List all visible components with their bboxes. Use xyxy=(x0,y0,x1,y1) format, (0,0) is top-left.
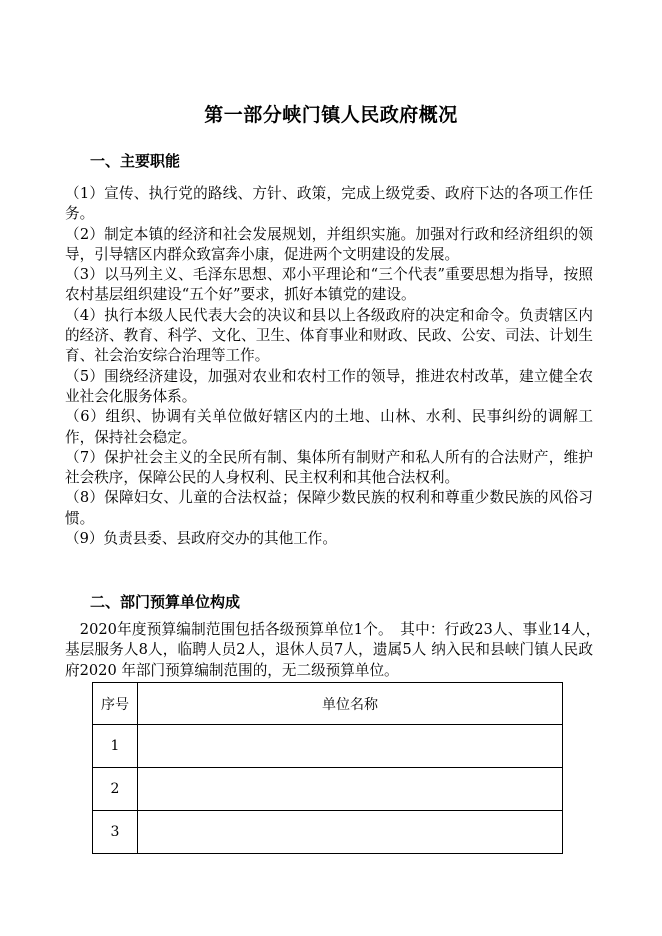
table-row xyxy=(93,768,563,811)
header-seq-no: 序号 xyxy=(93,683,138,725)
section-heading-main-functions: 一、主要职能 xyxy=(90,152,181,170)
table-row xyxy=(93,725,563,768)
function-item: （9）负责县委、县政府交办的其他工作。 xyxy=(65,530,337,548)
function-item: （7）保护社会主义的全民所有制、集体所有制财产和私人所有的合法财产，维护社会秩序，保障公民的人身权利、民主权利和其他合法权利。 xyxy=(65,448,593,487)
function-item: （3）以马列主义、毛泽东思想、邓小平理论和“三个代表”重要思想为指导，按照农村基层组织建设“五个好”要求，抓好本镇党的建设。 xyxy=(65,266,593,304)
row-seq-no: 3 xyxy=(93,811,138,854)
budget-units-text: 2020年度预算编制范围包括各级预算单位1个。 其中：行政23人、事业14人， 基层服务人8人，临聘人员2人，退休人员7人，遗属5人 纳入民和县峡门镇人民政府2020 年部门预算编制范围的，无二级预算单位。 xyxy=(65,621,608,679)
row-seq-no: 2 xyxy=(93,768,138,811)
row-seq-no: 1 xyxy=(93,725,138,768)
page-title: 第一部分峡门镇人民政府概况 xyxy=(204,104,458,126)
functions-list xyxy=(65,184,593,549)
section-heading-budget-units: 二、部门预算单位构成 xyxy=(90,593,241,611)
function-item: （2）制定本镇的经济和社会发展规划，并组织实施。加强对行政和经济组织的领导，引导辖区内群众致富奔小康，促进两个文明建设的发展。 xyxy=(65,225,593,263)
header-unit-name: 单位名称 xyxy=(138,683,563,725)
budget-units-paragraph xyxy=(65,620,608,681)
budget-units-table xyxy=(92,682,563,854)
row-unit-name xyxy=(138,768,563,811)
row-unit-name xyxy=(138,811,563,854)
function-item: （4）执行本级人民代表大会的决议和县以上各级政府的决定和命令。负责辖区内的经济、教育、科学、文化、卫生、体育事业和财政、民政、公安、司法、计划生育、社会治安综合治理等工作。 xyxy=(65,306,593,365)
function-item: （8）保障妇女、儿童的合法权益；保障少数民族的权利和尊重少数民族的风俗习惯。 xyxy=(65,489,593,527)
table-row xyxy=(93,811,563,854)
function-item: （5）围绕经济建设，加强对农业和农村工作的领导，推进农村改革，建立健全农业社会化服务体系。 xyxy=(65,367,593,405)
function-item: （1）宣传、执行党的路线、方针、政策，完成上级党委、政府下达的各项工作任务。 xyxy=(65,185,593,223)
function-item: （6）组织、协调有关单位做好辖区内的土地、山林、水利、民事纠纷的调解工作，保持社会稳定。 xyxy=(65,408,593,446)
table-header-row xyxy=(93,683,563,725)
row-unit-name xyxy=(138,725,563,768)
